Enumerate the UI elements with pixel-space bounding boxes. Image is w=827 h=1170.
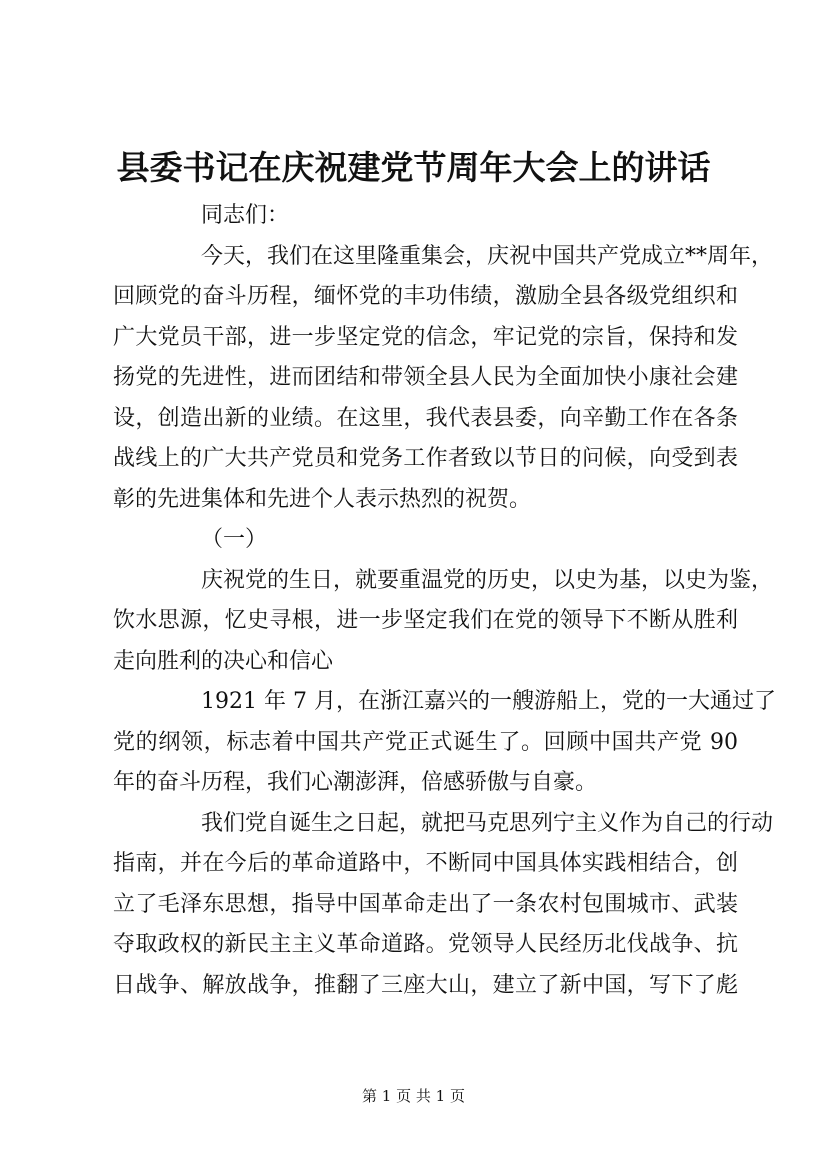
text-line: 广大党员干部，进一步坚定党的信念，牢记党的宗旨，保持和发 [113,324,738,350]
text-line: 设，创造出新的业绩。在这里，我代表县委，向辛勤工作在各条 [113,405,738,431]
document-body [113,196,776,1006]
text-line: 我们党自诞生之日起，就把马克思列宁主义作为自己的行动 [201,810,774,836]
text-line: 党的纲领，标志着中国共产党正式诞生了。回顾中国共产党 90 [113,729,738,755]
opening-paragraph [113,237,774,521]
page-footer: 第 1 页 共 1 页 [362,1087,465,1105]
section-heading [113,520,738,561]
history-paragraph [113,561,774,683]
document-title: 县委书记在庆祝建党节周年大会上的讲话 [116,148,711,187]
text-line: 今天，我们在这里隆重集会，庆祝中国共产党成立**周年， [201,243,774,269]
text-line: 1921 年 7 月，在浙江嘉兴的一艘游船上，党的一大通过了 [201,689,776,714]
text-line: 立了毛泽东思想，指导中国革命走出了一条农村包围城市、武装 [113,891,738,917]
revolution-paragraph [113,804,774,1007]
text-line: 扬党的先进性，进而团结和带领全县人民为全面加快小康社会建 [113,365,738,390]
text-line: 同志们： [201,203,290,228]
founding-paragraph [113,682,776,804]
text-line: 日战争、解放战争，推翻了三座大山，建立了新中国，写下了彪 [113,972,738,998]
text-line: 走向胜利的决心和信心 [113,648,334,674]
text-line: 饮水思源，忆史寻根，进一步坚定我们在党的领导下不断从胜利 [113,608,738,633]
text-line: （一） [201,527,268,552]
text-line: 回顾党的奋斗历程，缅怀党的丰功伟绩，激励全县各级党组织和 [113,284,738,309]
text-line: 夺取政权的新民主主义革命道路。党领导人民经历北伐战争、抗 [113,932,738,957]
text-line: 指南，并在今后的革命道路中，不断同中国具体实践相结合，创 [113,851,738,876]
text-line: 庆祝党的生日，就要重温党的历史，以史为基，以史为鉴， [201,567,774,593]
text-line: 彰的先进集体和先进个人表示热烈的祝贺。 [113,486,532,512]
salutation-paragraph [113,196,738,237]
text-line: 年的奋斗历程，我们心潮澎湃，倍感骄傲与自豪。 [113,770,598,795]
text-line: 战线上的广大共产党员和党务工作者致以节日的问候，向受到表 [113,446,738,471]
